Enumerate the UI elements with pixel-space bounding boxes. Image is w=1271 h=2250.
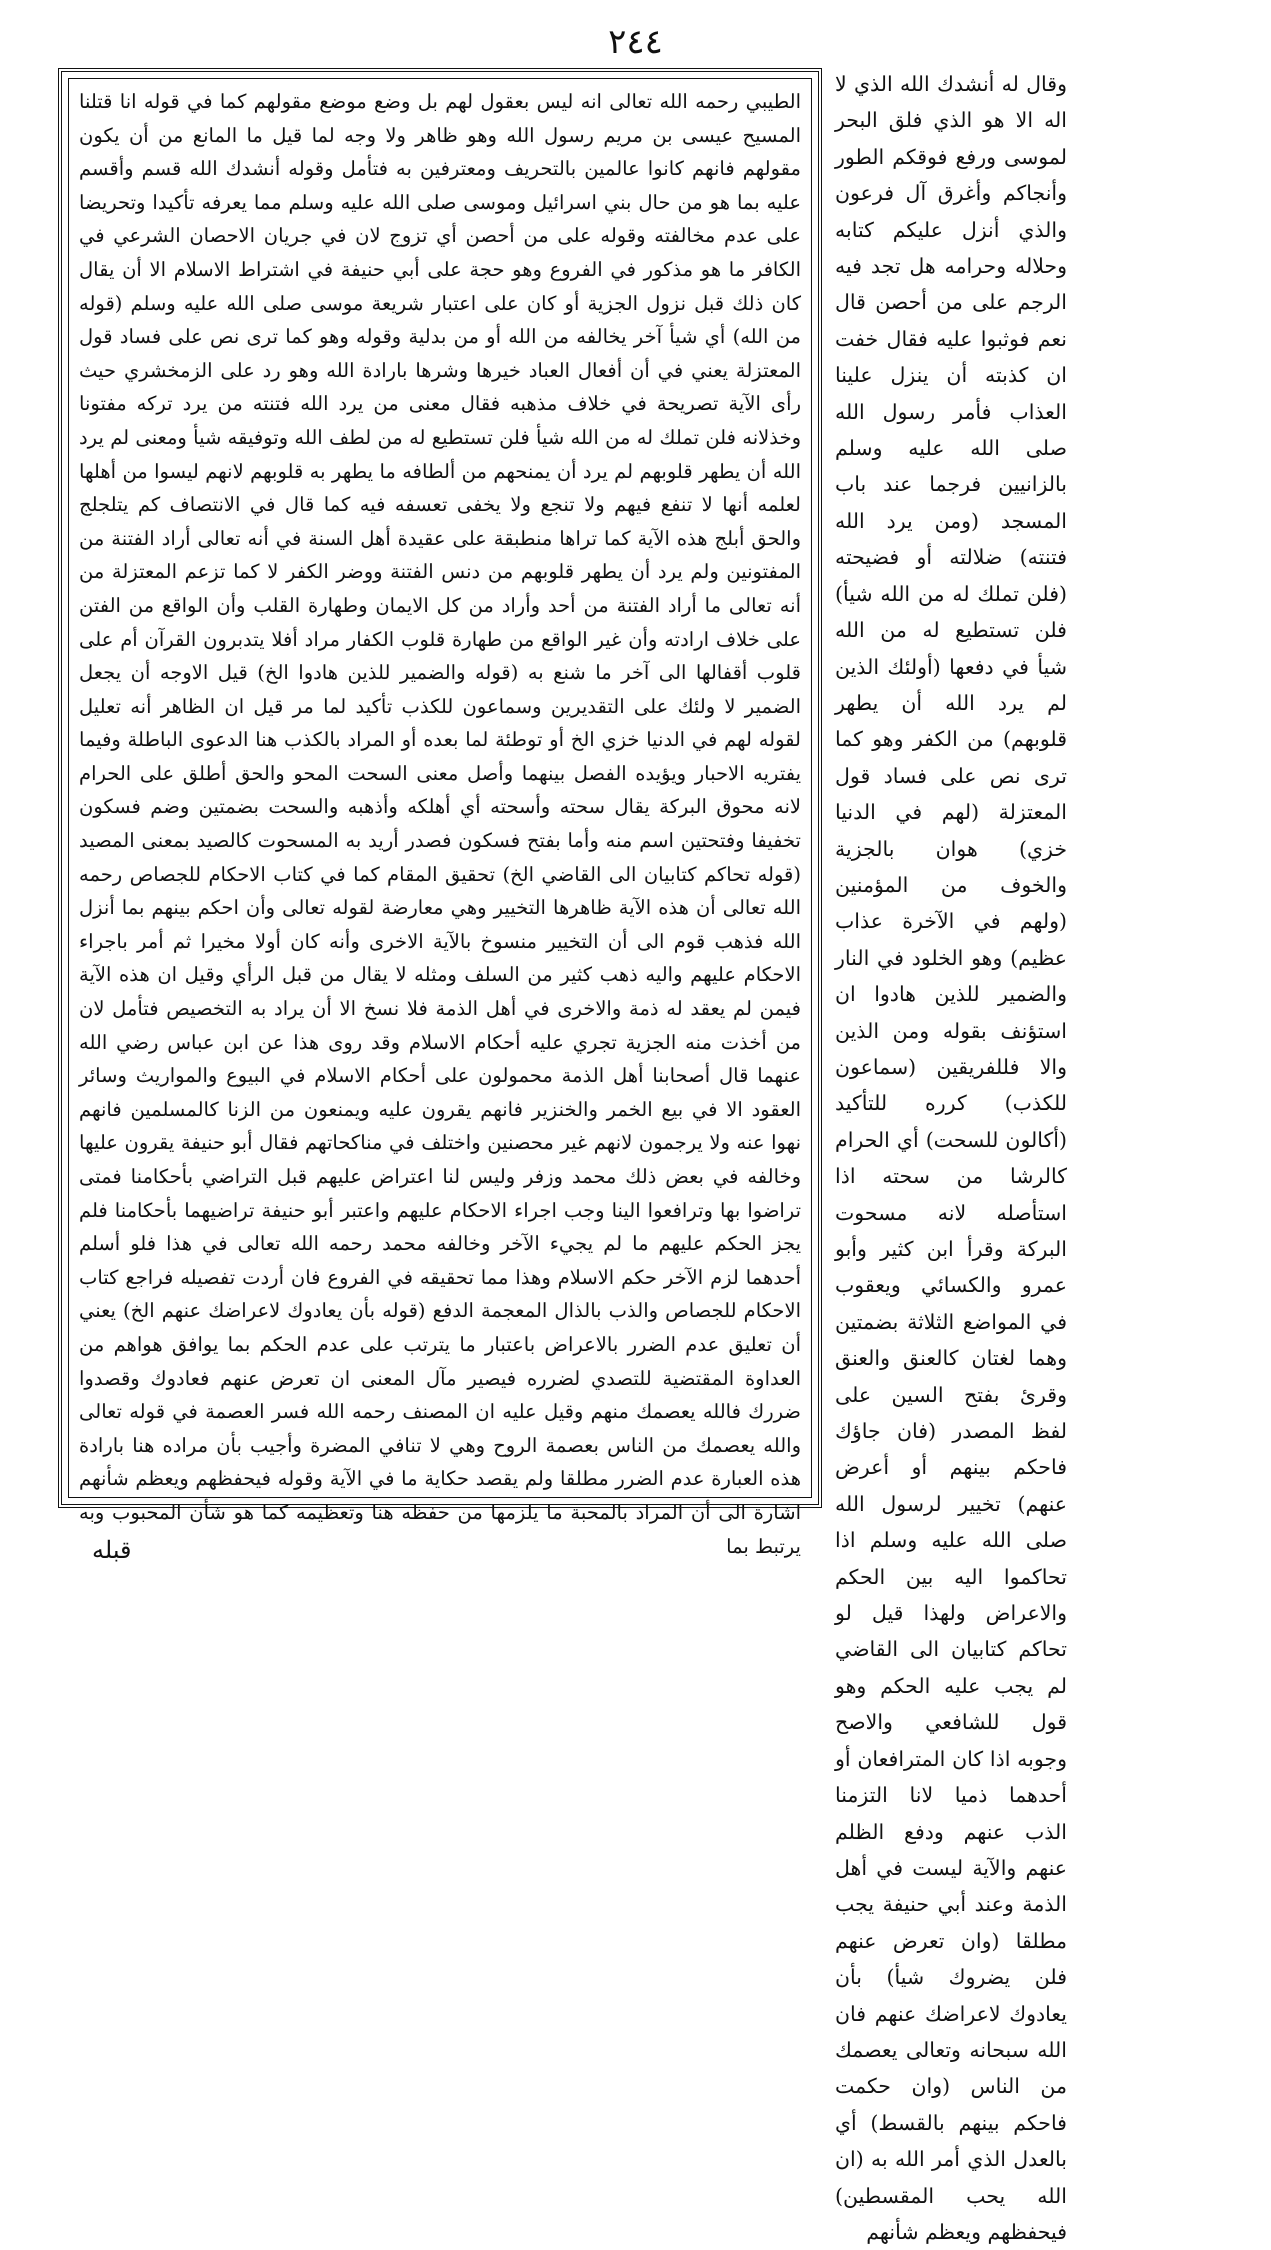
commentary-text: الطيبي رحمه الله تعالى انه ليس بعقول لهم بل وضع موضع مقولهم كما في قوله انا قتلنا المسيح عيسى بن مريم رسول الله وهو ظاهر ولا وجه لما قيل ما المانع من أن يكون مقولهم فانهم كانوا عالمين بالتحريف ومعترفين به فتأمل وقوله أنشدك الله قسم وأقسم عليه بما هو من حال بني اسرائيل وموسى صلى الله عليه وسلم مما يعرفه تأكيدا وتحريضا على عدم مخالفته وقوله على من أحصن أي تزوج لان في جريان الاحصان الشرعي في الكافر ما هو مذكور في الفروع وهو حجة على أبي حنيفة في اشتراط الاسلام الا أن يقال كان ذلك قبل نزول الجزية أو كان على اعتبار شريعة موسى صلى الله عليه وسلم (قوله من الله) أي شيأ آخر يخالفه من الله أو من بدلية وقوله وهو كما ترى نص على فساد قول المعتزلة يعني في أن أفعال العباد خيرها وشرها بارادة الله وهو رد على الزمخشري حيث رأى الآية تصريحة في خلاف مذهبه فقال معنى من يرد الله فتنته من يرد تركه مفتونا وخذلانه فلن تملك له من الله شيأ فلن تستطيع له من لطف الله وتوفيقه شيأ ومعنى لم يرد الله أن يطهر قلوبهم لم يرد أن يمنحهم من ألطافه ما يطهر به قلوبهم لانهم ليسوا من أهلها لعلمه أنها لا تنفع فيهم ولا تنجع ولا يخفى تعسفه فيه كما قال في الانتصاف كم يتلجلج والحق أبلج هذه الآية كما تراها منطبقة على عقيدة أهل السنة في أنه تعالى أراد الفتنة من المفتونين ولم يرد أن يطهر قلوبهم من دنس الفتنة ووضر الكفر لا كما تزعم المعتزلة من أنه تعالى ما أراد الفتنة من أحد وأراد من كل الايمان وطهارة القلب وأن الواقع من الفتن على خلاف ارادته وأن غير الواقع من طهارة قلوب الكفار مراد أفلا يتدبرون القرآن أم على قلوب أقفالها الى آخر ما شنع به (قوله والضمير للذين هادوا الخ) قيل الاوجه أن يجعل الضمير لا ولئك على التقديرين وسماعون للكذب تأكيد لما مر قيل ان الظاهر أنه تعليل لقوله لهم في الدنيا خزي الخ أو توطئة لما بعده أو المراد بالكذب هنا الدعوى الباطلة وفيما يفتريه الاحبار ويؤيده الفصل بينهما وأصل معنى السحت المحو والحق أطلق على الحرام لانه محوق البركة يقال سحته وأسحته أي أهلكه وأذهبه والسحت بضمتين وضم فسكون تخفيفا وفتحتين اسم منه وأما بفتح فسكون فصدر أريد به المسحوت كالصيد بمعنى المصيد (قوله تحاكم كتابيان الى القاضي الخ) تحقيق المقام كما في كتاب الاحكام للجصاص رحمه الله تعالى أن هذه الآية ظاهرها التخيير وهي معارضة لقوله تعالى وأن احكم بينهم بما أنزل الله فذهب قوم الى أن التخيير منسوخ بالآية الاخرى وأنه كان أولا مخيرا ثم أمر باجراء الاحكام عليهم واليه ذهب كثير من السلف ومثله لا يقال من قبل الرأي وقيل ان هذه الآية فيمن لم يعقد له ذمة والاخرى في أهل الذمة فلا نسخ الا أن يراد به التخصيص فتأمل لان من أخذت منه الجزية تجري عليه أحكام الاسلام وقد روى هذا عن ابن عباس رضي الله عنهما قال أصحابنا أهل الذمة محمولون على أحكام الاسلام في البيوع والمواريث وسائر العقود الا في بيع الخمر والخنزير فانهم يقرون عليه ويمنعون من الزنا كالمسلمين فانهم نهوا عنه ولا يرجمون لانهم غير محصنين واختلف في مناكحاتهم فقال أبو حنيفة يقرون عليها وخالفه في بعض ذلك محمد وزفر وليس لنا اعتراض عليهم قبل التراضي بأحكامنا فمتى تراضوا بها وترافعوا الينا وجب اجراء الاحكام عليهم واعتبر أبو حنيفة تراضيهما بأحكامنا فلم يجز الحكم عليهم ما لم يجيء الآخر وخالفه محمد رحمه الله تعالى في هذا فلو أسلم أحدهما لزم الآخر حكم الاسلام وهذا مما تحقيقه في الفروع فان أردت تفصيله فراجع كتاب الاحكام للجصاص والذب بالذال المعجمة الدفع (قوله بأن يعادوك لاعراضك عنهم الخ) يعني أن تعليق عدم الضرر بالاعراض باعتبار ما يترتب على عدم الحكم بما يوافق هواهم من العداوة المقتضية للتصدي لضرره فيصير مآل المعنى ان تعرض عنهم فعادوك وقصدوا ضررك فالله يعصمك منهم وقيل عليه ان المصنف رحمه الله فسر العصمة في قوله تعالى والله يعصمك من الناس بعصمة الروح وهي لا تنافي المضرة وأجيب بأن مراده هنا بارادة هذه العبارة عدم الضرر مطلقا ولم يقصد حكاية ما في الآية وقوله فيحفظهم ويعظم شأنهم اشارة الى أن المراد بالمحبة ما يلزمها من حفظه هنا وتعظيمه كما هو شأن المحبوب وبه يرتبط بما bbox=[79, 90, 801, 1558]
catchword: قبله bbox=[92, 1536, 132, 1564]
margin-text: وقال له أنشدك الله الذي لا اله الا هو الذي فلق البحر لموسى ورفع فوقكم الطور وأنجاكم وأغرق آل فرعون والذي أنزل عليكم كتابه وحلاله وحرامه هل تجد فيه الرجم على من أحصن قال نعم فوثبوا عليه فقال خفت ان كذبته أن ينزل علينا العذاب فأمر رسول الله صلى الله عليه وسلم بالزانيين فرجما عند باب المسجد (ومن يرد الله فتنته) ضلالته أو فضيحته (فلن تملك له من الله شيأ) فلن تستطيع له من الله شيأ في دفعها (أولئك الذين لم يرد الله أن يطهر قلوبهم) من الكفر وهو كما ترى نص على فساد قول المعتزلة (لهم في الدنيا خزي) هوان بالجزية والخوف من المؤمنين (ولهم في الآخرة عذاب عظيم) وهو الخلود في النار والضمير للذين هادوا ان استؤنف بقوله ومن الذين والا فللفريقين (سماعون للكذب) كرره للتأكيد (أكالون للسحت) أي الحرام كالرشا من سحته اذا استأصله لانه مسحوت البركة وقرأ ابن كثير وأبو عمرو والكسائي ويعقوب في المواضع الثلاثة بضمتين وهما لغتان كالعنق والعنق وقرئ بفتح السين على لفظ المصدر (فان جاؤك فاحكم بينهم أو أعرض عنهم) تخيير لرسول الله صلى الله عليه وسلم اذا تحاكموا اليه بين الحكم والاعراض ولهذا قيل لو تحاكم كتابيان الى القاضي لم يجب عليه الحكم وهو قول للشافعي والاصح وجوبه اذا كان المترافعان أو أحدهما ذميا لانا التزمنا الذب عنهم ودفع الظلم عنهم والآية ليست في أهل الذمة وعند أبي حنيفة يجب مطلقا (وان تعرض عنهم فلن يضروك شيأ) بأن يعادوك لاعراضك عنهم فان الله سبحانه وتعالى يعصمك من الناس (وان حكمت فاحكم بينهم بالقسط) أي بالعدل الذي أمر الله به (ان الله يحب المقسطين) فيحفظهم ويعظم شأنهم bbox=[835, 72, 1067, 2244]
page-number: ٢٤٤ bbox=[608, 22, 663, 62]
